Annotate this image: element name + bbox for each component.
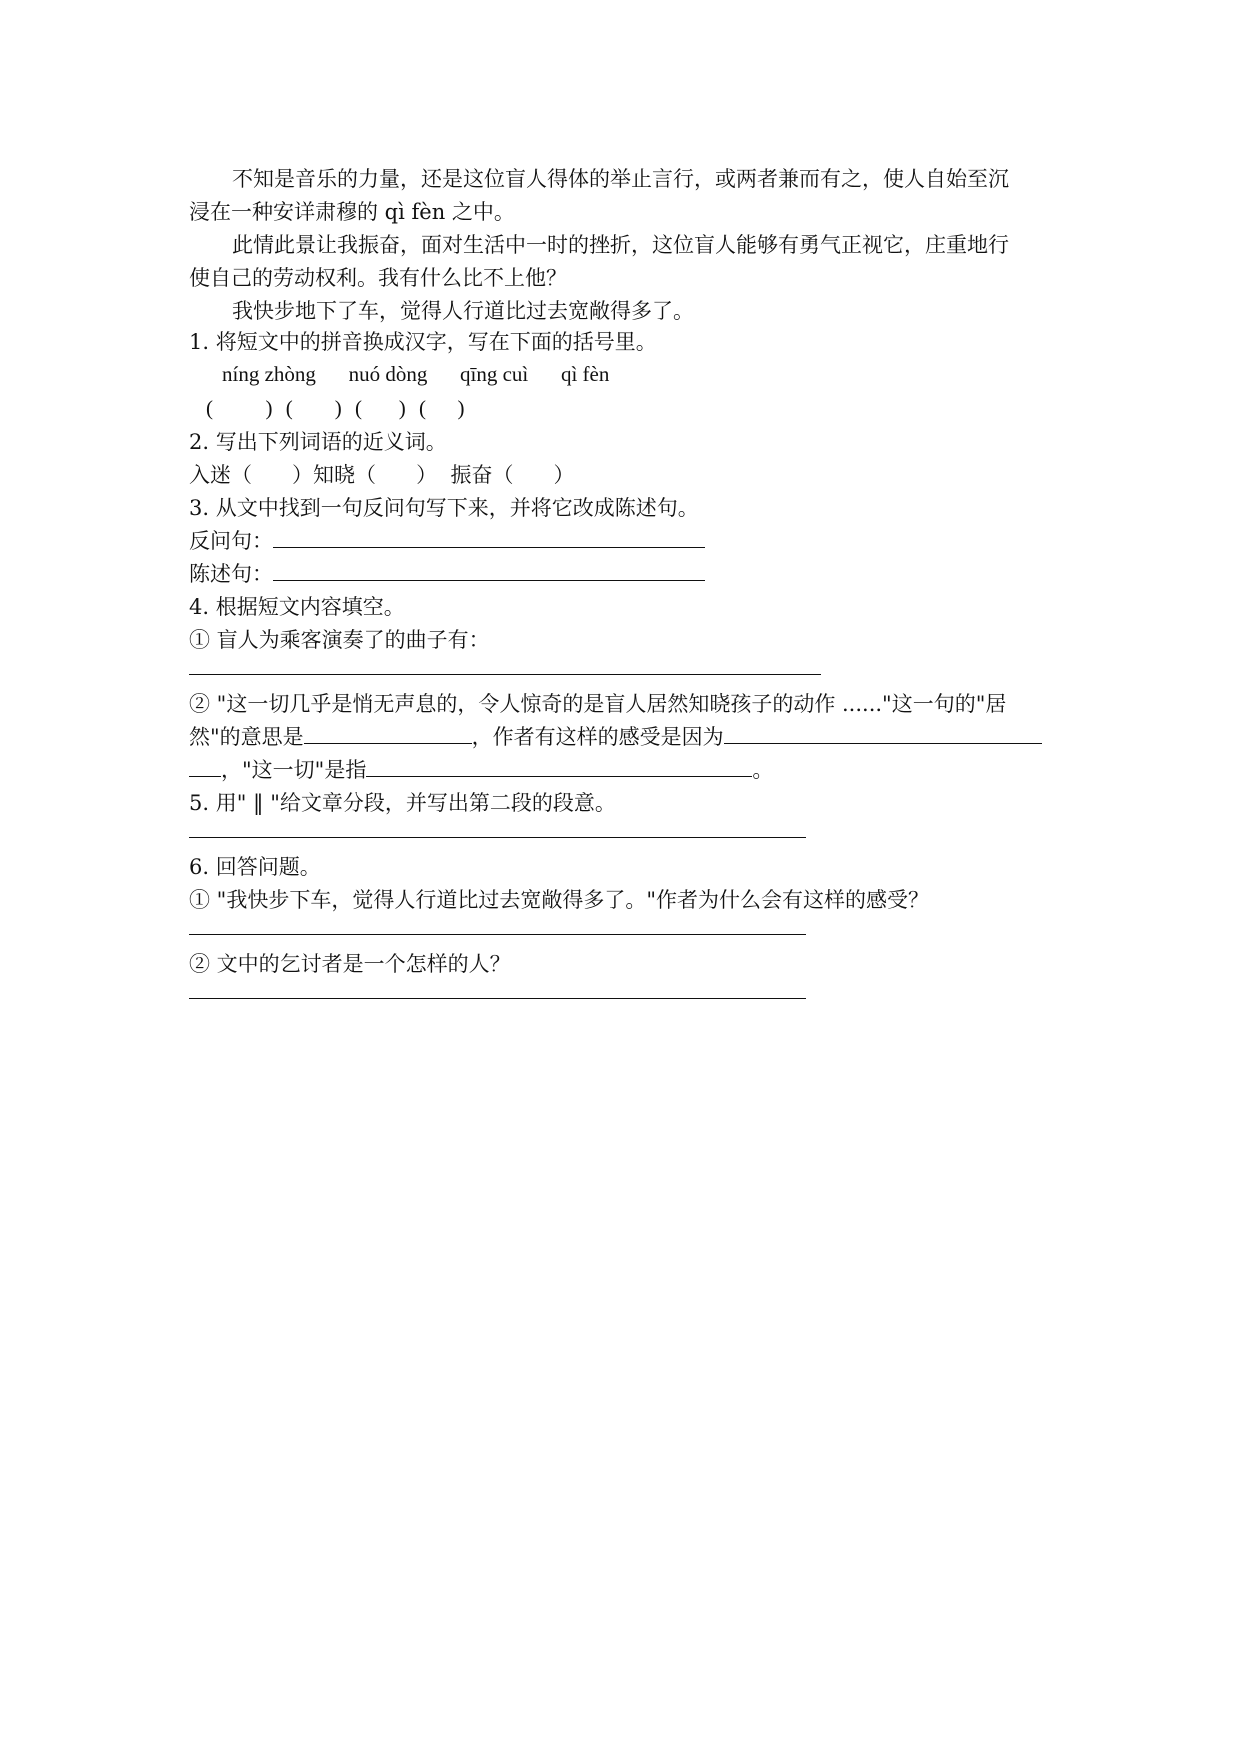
q4-title: 4. 根据短文内容填空。 bbox=[189, 595, 405, 619]
q1-pinyin-row bbox=[222, 360, 635, 388]
answer-blank[interactable]: ( ) bbox=[206, 396, 273, 420]
q4-item2-text-c: ，"这一切"是指 bbox=[221, 758, 367, 782]
q6-item1-answer-line[interactable] bbox=[189, 934, 806, 935]
q4-item2-text-b: ，作者有这样的感受是因为 bbox=[471, 725, 724, 749]
q6-item2-answer-line[interactable] bbox=[189, 998, 806, 999]
q3-rhetorical-row bbox=[189, 527, 705, 555]
answer-blank[interactable]: ( ) bbox=[285, 396, 342, 420]
passage-p2-line1: 此情此景让我振奋，面对生活中一时的挫折，这位盲人能够有勇气正视它，庄重地行 bbox=[232, 233, 1009, 257]
q4-item2-line2 bbox=[189, 723, 1042, 751]
q3-declarative-row bbox=[189, 560, 705, 588]
declarative-answer-line[interactable] bbox=[273, 560, 705, 581]
q4-item1-answer-line[interactable] bbox=[189, 674, 821, 675]
q5-answer-line[interactable] bbox=[189, 837, 806, 838]
q4-item2-line3 bbox=[189, 756, 773, 784]
q1-title: 1. 将短文中的拼音换成汉字，写在下面的括号里。 bbox=[189, 330, 657, 354]
q4-item2-text-a: 然"的意思是 bbox=[189, 725, 304, 749]
pinyin-item: qì fèn bbox=[560, 362, 610, 386]
declarative-label: 陈述句： bbox=[189, 562, 273, 586]
passage-p1-line1: 不知是音乐的力量，还是这位盲人得体的举止言行，或两者兼而有之，使人自始至沉 bbox=[232, 167, 1009, 191]
q4-item2-line1: ② "这一切几乎是悄无声息的，令人惊奇的是盲人居然知晓孩子的动作 ......"这一句的"居 bbox=[189, 692, 1007, 716]
passage-p1-line2: 浸在一种安详肃穆的 qì fèn 之中。 bbox=[189, 200, 515, 224]
answer-blank[interactable]: ( ) bbox=[419, 396, 465, 420]
reason-answer-line-cont[interactable] bbox=[189, 756, 221, 777]
passage-p2-line2: 使自己的劳动权利。我有什么比不上他？ bbox=[189, 266, 567, 290]
q2-title: 2. 写出下列词语的近义词。 bbox=[189, 430, 447, 454]
meaning-answer-line[interactable] bbox=[304, 723, 472, 744]
q4-item1: ① 盲人为乘客演奏了的曲子有： bbox=[189, 628, 490, 652]
q6-title: 6. 回答问题。 bbox=[189, 855, 321, 879]
refers-to-answer-line[interactable] bbox=[366, 756, 752, 777]
q6-item2: ② 文中的乞讨者是一个怎样的人？ bbox=[189, 952, 511, 976]
pinyin-item: níng zhòng bbox=[222, 362, 316, 386]
q1-answer-row bbox=[206, 394, 465, 422]
reason-answer-line[interactable] bbox=[724, 723, 1042, 744]
passage-p3-line1: 我快步地下了车，觉得人行道比过去宽敞得多了。 bbox=[232, 299, 694, 323]
q5-title: 5. 用" ‖ "给文章分段，并写出第二段的段意。 bbox=[189, 791, 616, 815]
q4-item2-text-d: 。 bbox=[752, 758, 774, 782]
answer-blank[interactable]: ( ) bbox=[355, 396, 406, 420]
q6-item1: ① "我快步下车，觉得人行道比过去宽敞得多了。"作者为什么会有这样的感受？ bbox=[189, 888, 929, 912]
rhetorical-answer-line[interactable] bbox=[273, 527, 705, 548]
q2-words: 入迷（ ）知晓（ ） 振奋（ ） bbox=[189, 463, 575, 487]
pinyin-item: nuó dòng bbox=[348, 362, 428, 386]
pinyin-item: qīng cuì bbox=[460, 362, 529, 386]
q3-title: 3. 从文中找到一句反问句写下来，并将它改成陈述句。 bbox=[189, 496, 699, 520]
rhetorical-label: 反问句： bbox=[189, 529, 273, 553]
